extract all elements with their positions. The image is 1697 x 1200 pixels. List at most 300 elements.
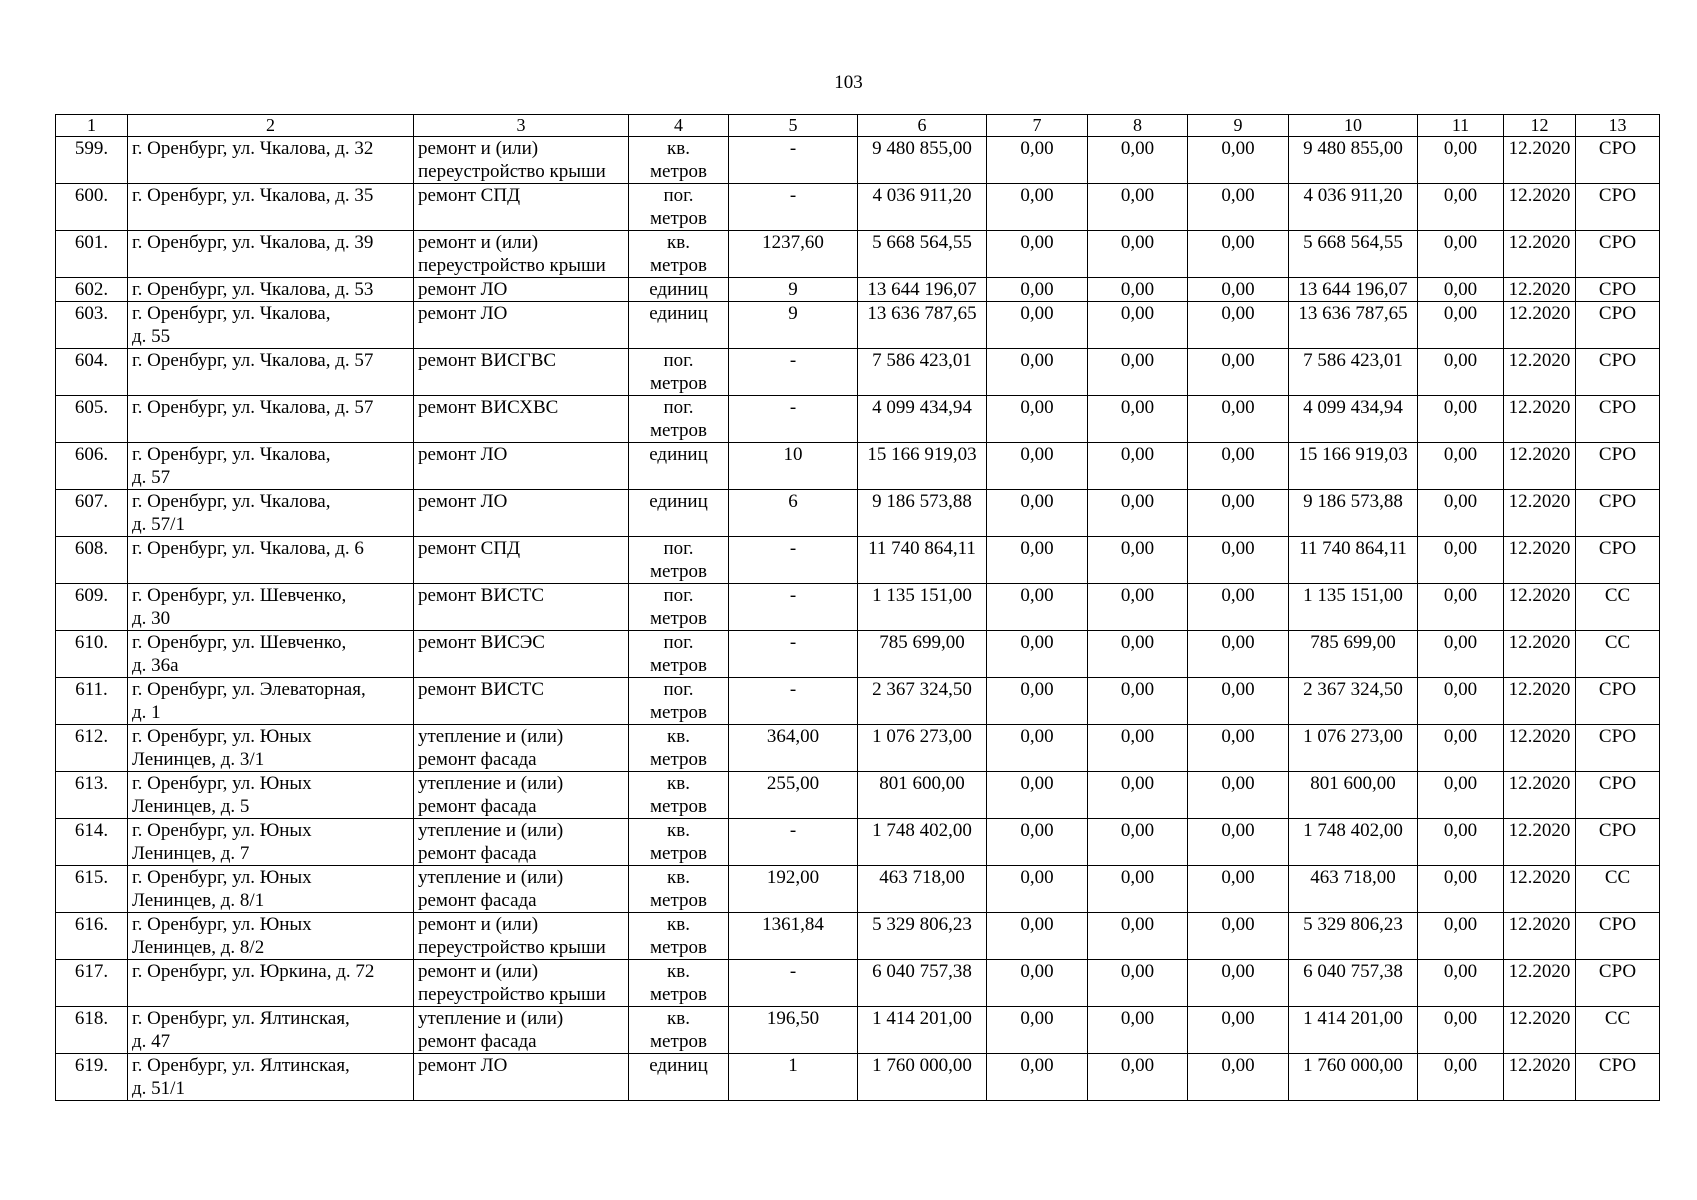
quantity-cell: 9 — [729, 278, 858, 302]
total-cost-cell: 463 718,00 — [858, 866, 987, 913]
address-line: г. Оренбург, ул. Чкалова, д. 57 — [132, 397, 374, 418]
value-cell-col10: 13 636 787,65 — [1289, 302, 1418, 349]
address-line: г. Оренбург, ул. Чкалова, д. 39 — [132, 232, 374, 253]
quantity-cell: - — [729, 537, 858, 584]
value-cell-col7: 0,00 — [987, 866, 1088, 913]
method-code-cell: СРО — [1576, 302, 1660, 349]
capital-repair-table — [55, 114, 1660, 1101]
work-type-cell — [414, 1054, 629, 1101]
table-row — [56, 913, 1660, 960]
row-number-cell: 605. — [56, 396, 128, 443]
unit-line: единиц — [649, 303, 708, 324]
address-line: г. Оренбург, ул. Чкалова, — [132, 303, 331, 324]
work-type-cell — [414, 349, 629, 396]
address-line: д. 30 — [132, 608, 171, 629]
total-cost-cell: 1 076 273,00 — [858, 725, 987, 772]
address-cell — [128, 913, 414, 960]
quantity-cell: - — [729, 584, 858, 631]
method-code-cell: СРО — [1576, 278, 1660, 302]
unit-cell — [629, 537, 729, 584]
value-cell-col10: 801 600,00 — [1289, 772, 1418, 819]
completion-date-cell: 12.2020 — [1504, 819, 1576, 866]
total-cost-cell: 6 040 757,38 — [858, 960, 987, 1007]
header-row — [56, 115, 1660, 137]
address-line: Ленинцев, д. 8/2 — [132, 937, 265, 958]
address-line: д. 36а — [132, 655, 179, 676]
total-cost-cell: 801 600,00 — [858, 772, 987, 819]
address-line: г. Оренбург, ул. Шевченко, — [132, 585, 347, 606]
work-type-cell — [414, 184, 629, 231]
value-cell-col9: 0,00 — [1188, 819, 1289, 866]
method-code-cell: СРО — [1576, 819, 1660, 866]
quantity-cell: - — [729, 678, 858, 725]
value-cell-col8: 0,00 — [1088, 1054, 1188, 1101]
method-code-cell: СРО — [1576, 443, 1660, 490]
address-cell — [128, 137, 414, 184]
work-type-line: ремонт ЛО — [418, 303, 508, 324]
table-row — [56, 819, 1660, 866]
address-line: г. Оренбург, ул. Юных — [132, 773, 312, 794]
value-cell-col8: 0,00 — [1088, 772, 1188, 819]
total-cost-cell: 11 740 864,11 — [858, 537, 987, 584]
table-row — [56, 678, 1660, 725]
value-cell-col9: 0,00 — [1188, 443, 1289, 490]
value-cell-col11: 0,00 — [1418, 1007, 1504, 1054]
completion-date-cell: 12.2020 — [1504, 537, 1576, 584]
address-line: д. 47 — [132, 1031, 171, 1052]
value-cell-col11: 0,00 — [1418, 960, 1504, 1007]
unit-line: пог. — [663, 585, 694, 606]
method-code-cell: СС — [1576, 584, 1660, 631]
unit-line: единиц — [649, 444, 708, 465]
value-cell-col9: 0,00 — [1188, 725, 1289, 772]
address-line: г. Оренбург, ул. Юркина, д. 72 — [132, 961, 375, 982]
work-type-line: переустройство крыши — [418, 937, 606, 958]
quantity-cell: 10 — [729, 443, 858, 490]
unit-cell — [629, 960, 729, 1007]
completion-date-cell: 12.2020 — [1504, 231, 1576, 278]
unit-line: метров — [650, 420, 707, 441]
work-type-line: ремонт и (или) — [418, 232, 539, 253]
column-header: 8 — [1088, 115, 1188, 137]
value-cell-col11: 0,00 — [1418, 584, 1504, 631]
row-number-cell: 609. — [56, 584, 128, 631]
address-line: Ленинцев, д. 3/1 — [132, 749, 265, 770]
work-type-cell — [414, 1007, 629, 1054]
work-type-cell — [414, 819, 629, 866]
unit-line: пог. — [663, 632, 694, 653]
row-number-cell: 614. — [56, 819, 128, 866]
unit-line: метров — [650, 984, 707, 1005]
address-cell — [128, 678, 414, 725]
work-type-line: ремонт ВИСГВС — [418, 350, 557, 371]
value-cell-col9: 0,00 — [1188, 772, 1289, 819]
address-cell — [128, 1007, 414, 1054]
work-type-cell — [414, 137, 629, 184]
row-number-cell: 604. — [56, 349, 128, 396]
value-cell-col11: 0,00 — [1418, 302, 1504, 349]
method-code-cell: СРО — [1576, 490, 1660, 537]
value-cell-col11: 0,00 — [1418, 1054, 1504, 1101]
value-cell-col7: 0,00 — [987, 1054, 1088, 1101]
value-cell-col11: 0,00 — [1418, 772, 1504, 819]
completion-date-cell: 12.2020 — [1504, 584, 1576, 631]
value-cell-col8: 0,00 — [1088, 490, 1188, 537]
address-cell — [128, 725, 414, 772]
unit-line: метров — [650, 702, 707, 723]
method-code-cell: СРО — [1576, 349, 1660, 396]
column-header: 7 — [987, 115, 1088, 137]
table-row — [56, 772, 1660, 819]
completion-date-cell: 12.2020 — [1504, 184, 1576, 231]
value-cell-col8: 0,00 — [1088, 913, 1188, 960]
unit-cell — [629, 231, 729, 278]
total-cost-cell: 7 586 423,01 — [858, 349, 987, 396]
completion-date-cell: 12.2020 — [1504, 866, 1576, 913]
value-cell-col11: 0,00 — [1418, 819, 1504, 866]
unit-cell — [629, 772, 729, 819]
method-code-cell: СРО — [1576, 184, 1660, 231]
row-number-cell: 619. — [56, 1054, 128, 1101]
value-cell-col9: 0,00 — [1188, 1007, 1289, 1054]
quantity-cell: 6 — [729, 490, 858, 537]
value-cell-col10: 1 760 000,00 — [1289, 1054, 1418, 1101]
value-cell-col10: 1 414 201,00 — [1289, 1007, 1418, 1054]
work-type-cell — [414, 913, 629, 960]
value-cell-col7: 0,00 — [987, 1007, 1088, 1054]
work-type-line: ремонт фасада — [418, 890, 537, 911]
page-number: 103 — [834, 72, 863, 93]
table-row — [56, 490, 1660, 537]
value-cell-col9: 0,00 — [1188, 631, 1289, 678]
value-cell-col8: 0,00 — [1088, 1007, 1188, 1054]
unit-cell — [629, 443, 729, 490]
total-cost-cell: 13 644 196,07 — [858, 278, 987, 302]
value-cell-col9: 0,00 — [1188, 231, 1289, 278]
address-cell — [128, 584, 414, 631]
row-number-cell: 608. — [56, 537, 128, 584]
unit-line: единиц — [649, 491, 708, 512]
quantity-cell: - — [729, 184, 858, 231]
work-type-line: ремонт ВИСТС — [418, 585, 545, 606]
method-code-cell: СС — [1576, 1007, 1660, 1054]
unit-cell — [629, 584, 729, 631]
table-row — [56, 584, 1660, 631]
unit-line: кв. — [667, 961, 690, 982]
address-cell — [128, 302, 414, 349]
value-cell-col7: 0,00 — [987, 631, 1088, 678]
quantity-cell: 196,50 — [729, 1007, 858, 1054]
work-type-cell — [414, 866, 629, 913]
value-cell-col8: 0,00 — [1088, 584, 1188, 631]
value-cell-col10: 1 748 402,00 — [1289, 819, 1418, 866]
work-type-line: переустройство крыши — [418, 161, 606, 182]
column-header: 6 — [858, 115, 987, 137]
work-type-cell — [414, 631, 629, 678]
table-row — [56, 537, 1660, 584]
value-cell-col7: 0,00 — [987, 349, 1088, 396]
work-type-line: ремонт и (или) — [418, 961, 539, 982]
work-type-cell — [414, 278, 629, 302]
work-type-cell — [414, 584, 629, 631]
completion-date-cell: 12.2020 — [1504, 490, 1576, 537]
value-cell-col10: 15 166 919,03 — [1289, 443, 1418, 490]
completion-date-cell: 12.2020 — [1504, 631, 1576, 678]
value-cell-col10: 11 740 864,11 — [1289, 537, 1418, 584]
unit-cell — [629, 1007, 729, 1054]
address-line: г. Оренбург, ул. Юных — [132, 820, 312, 841]
quantity-cell: - — [729, 960, 858, 1007]
method-code-cell: СС — [1576, 631, 1660, 678]
unit-line: кв. — [667, 232, 690, 253]
column-header: 12 — [1504, 115, 1576, 137]
total-cost-cell: 1 748 402,00 — [858, 819, 987, 866]
table-row — [56, 443, 1660, 490]
work-type-line: утепление и (или) — [418, 726, 564, 747]
unit-cell — [629, 396, 729, 443]
unit-cell — [629, 678, 729, 725]
address-line: Ленинцев, д. 8/1 — [132, 890, 265, 911]
unit-line: метров — [650, 608, 707, 629]
value-cell-col11: 0,00 — [1418, 913, 1504, 960]
total-cost-cell: 13 636 787,65 — [858, 302, 987, 349]
address-line: д. 55 — [132, 326, 171, 347]
method-code-cell: СРО — [1576, 1054, 1660, 1101]
address-cell — [128, 231, 414, 278]
total-cost-cell: 15 166 919,03 — [858, 443, 987, 490]
work-type-line: утепление и (или) — [418, 820, 564, 841]
value-cell-col7: 0,00 — [987, 231, 1088, 278]
unit-cell — [629, 349, 729, 396]
address-cell — [128, 631, 414, 678]
work-type-cell — [414, 678, 629, 725]
table-row — [56, 396, 1660, 443]
work-type-line: ремонт фасада — [418, 749, 537, 770]
method-code-cell: СРО — [1576, 231, 1660, 278]
completion-date-cell: 12.2020 — [1504, 772, 1576, 819]
row-number-cell: 611. — [56, 678, 128, 725]
work-type-line: ремонт ЛО — [418, 491, 508, 512]
completion-date-cell: 12.2020 — [1504, 725, 1576, 772]
work-type-cell — [414, 231, 629, 278]
unit-line: пог. — [663, 679, 694, 700]
unit-line: кв. — [667, 820, 690, 841]
address-line: г. Оренбург, ул. Ялтинская, — [132, 1055, 350, 1076]
unit-line: кв. — [667, 1008, 690, 1029]
column-header: 5 — [729, 115, 858, 137]
unit-line: метров — [650, 890, 707, 911]
value-cell-col10: 5 668 564,55 — [1289, 231, 1418, 278]
total-cost-cell: 5 668 564,55 — [858, 231, 987, 278]
work-type-line: ремонт и (или) — [418, 914, 539, 935]
value-cell-col8: 0,00 — [1088, 184, 1188, 231]
table-row — [56, 231, 1660, 278]
column-header: 9 — [1188, 115, 1289, 137]
work-type-line: утепление и (или) — [418, 1008, 564, 1029]
address-cell — [128, 1054, 414, 1101]
unit-line: пог. — [663, 538, 694, 559]
row-number-cell: 601. — [56, 231, 128, 278]
work-type-line: ремонт фасада — [418, 796, 537, 817]
row-number-cell: 618. — [56, 1007, 128, 1054]
work-type-line: ремонт фасада — [418, 1031, 537, 1052]
value-cell-col9: 0,00 — [1188, 913, 1289, 960]
total-cost-cell: 785 699,00 — [858, 631, 987, 678]
unit-line: кв. — [667, 138, 690, 159]
address-cell — [128, 278, 414, 302]
value-cell-col8: 0,00 — [1088, 443, 1188, 490]
address-line: г. Оренбург, ул. Ялтинская, — [132, 1008, 350, 1029]
unit-cell — [629, 819, 729, 866]
address-line: д. 57/1 — [132, 514, 185, 535]
value-cell-col7: 0,00 — [987, 137, 1088, 184]
quantity-cell: 1361,84 — [729, 913, 858, 960]
address-line: г. Оренбург, ул. Шевченко, — [132, 632, 347, 653]
value-cell-col10: 4 036 911,20 — [1289, 184, 1418, 231]
address-cell — [128, 537, 414, 584]
table-row — [56, 631, 1660, 678]
method-code-cell: СС — [1576, 866, 1660, 913]
address-line: д. 1 — [132, 702, 161, 723]
column-header: 1 — [56, 115, 128, 137]
work-type-line: утепление и (или) — [418, 773, 564, 794]
method-code-cell: СРО — [1576, 537, 1660, 584]
unit-cell — [629, 866, 729, 913]
unit-line: метров — [650, 561, 707, 582]
unit-cell — [629, 1054, 729, 1101]
value-cell-col9: 0,00 — [1188, 678, 1289, 725]
value-cell-col10: 13 644 196,07 — [1289, 278, 1418, 302]
quantity-cell: - — [729, 137, 858, 184]
completion-date-cell: 12.2020 — [1504, 960, 1576, 1007]
value-cell-col10: 4 099 434,94 — [1289, 396, 1418, 443]
address-line: г. Оренбург, ул. Чкалова, — [132, 491, 331, 512]
table-row — [56, 1054, 1660, 1101]
completion-date-cell: 12.2020 — [1504, 278, 1576, 302]
address-line: г. Оренбург, ул. Чкалова, д. 6 — [132, 538, 364, 559]
table-row — [56, 960, 1660, 1007]
address-cell — [128, 490, 414, 537]
value-cell-col8: 0,00 — [1088, 278, 1188, 302]
value-cell-col11: 0,00 — [1418, 866, 1504, 913]
address-line: г. Оренбург, ул. Юных — [132, 914, 312, 935]
value-cell-col8: 0,00 — [1088, 231, 1188, 278]
completion-date-cell: 12.2020 — [1504, 137, 1576, 184]
address-cell — [128, 396, 414, 443]
unit-line: метров — [650, 749, 707, 770]
work-type-cell — [414, 302, 629, 349]
value-cell-col11: 0,00 — [1418, 278, 1504, 302]
completion-date-cell: 12.2020 — [1504, 302, 1576, 349]
table-body — [56, 137, 1660, 1101]
row-number-cell: 603. — [56, 302, 128, 349]
value-cell-col8: 0,00 — [1088, 349, 1188, 396]
method-code-cell: СРО — [1576, 913, 1660, 960]
address-line: Ленинцев, д. 7 — [132, 843, 250, 864]
value-cell-col11: 0,00 — [1418, 490, 1504, 537]
value-cell-col8: 0,00 — [1088, 537, 1188, 584]
quantity-cell: - — [729, 396, 858, 443]
table-row — [56, 137, 1660, 184]
work-type-line: ремонт ЛО — [418, 1055, 508, 1076]
work-type-line: переустройство крыши — [418, 984, 606, 1005]
address-line: г. Оренбург, ул. Юных — [132, 867, 312, 888]
unit-cell — [629, 725, 729, 772]
address-cell — [128, 349, 414, 396]
total-cost-cell: 2 367 324,50 — [858, 678, 987, 725]
value-cell-col9: 0,00 — [1188, 490, 1289, 537]
table-row — [56, 725, 1660, 772]
value-cell-col11: 0,00 — [1418, 725, 1504, 772]
value-cell-col10: 1 135 151,00 — [1289, 584, 1418, 631]
value-cell-col9: 0,00 — [1188, 537, 1289, 584]
unit-cell — [629, 184, 729, 231]
address-line: г. Оренбург, ул. Чкалова, д. 53 — [132, 279, 374, 300]
table-row — [56, 302, 1660, 349]
work-type-cell — [414, 396, 629, 443]
total-cost-cell: 4 099 434,94 — [858, 396, 987, 443]
value-cell-col9: 0,00 — [1188, 396, 1289, 443]
quantity-cell: - — [729, 349, 858, 396]
quantity-cell: 255,00 — [729, 772, 858, 819]
value-cell-col8: 0,00 — [1088, 631, 1188, 678]
value-cell-col11: 0,00 — [1418, 631, 1504, 678]
completion-date-cell: 12.2020 — [1504, 1007, 1576, 1054]
address-cell — [128, 960, 414, 1007]
address-line: г. Оренбург, ул. Чкалова, — [132, 444, 331, 465]
address-line: г. Оренбург, ул. Чкалова, д. 32 — [132, 138, 374, 159]
unit-line: пог. — [663, 185, 694, 206]
method-code-cell: СРО — [1576, 960, 1660, 1007]
value-cell-col11: 0,00 — [1418, 231, 1504, 278]
row-number-cell: 607. — [56, 490, 128, 537]
work-type-cell — [414, 490, 629, 537]
value-cell-col8: 0,00 — [1088, 678, 1188, 725]
value-cell-col8: 0,00 — [1088, 302, 1188, 349]
unit-line: метров — [650, 655, 707, 676]
method-code-cell: СРО — [1576, 678, 1660, 725]
unit-line: метров — [650, 208, 707, 229]
value-cell-col8: 0,00 — [1088, 866, 1188, 913]
unit-line: кв. — [667, 773, 690, 794]
row-number-cell: 616. — [56, 913, 128, 960]
address-line: Ленинцев, д. 5 — [132, 796, 250, 817]
address-cell — [128, 443, 414, 490]
row-number-cell: 617. — [56, 960, 128, 1007]
completion-date-cell: 12.2020 — [1504, 1054, 1576, 1101]
total-cost-cell: 9 186 573,88 — [858, 490, 987, 537]
table-row — [56, 349, 1660, 396]
value-cell-col10: 463 718,00 — [1289, 866, 1418, 913]
value-cell-col10: 9 186 573,88 — [1289, 490, 1418, 537]
column-header: 10 — [1289, 115, 1418, 137]
value-cell-col10: 7 586 423,01 — [1289, 349, 1418, 396]
unit-cell — [629, 490, 729, 537]
row-number-cell: 615. — [56, 866, 128, 913]
value-cell-col10: 785 699,00 — [1289, 631, 1418, 678]
value-cell-col9: 0,00 — [1188, 960, 1289, 1007]
value-cell-col11: 0,00 — [1418, 349, 1504, 396]
value-cell-col7: 0,00 — [987, 490, 1088, 537]
value-cell-col11: 0,00 — [1418, 537, 1504, 584]
unit-line: пог. — [663, 397, 694, 418]
unit-cell — [629, 302, 729, 349]
value-cell-col9: 0,00 — [1188, 584, 1289, 631]
unit-line: метров — [650, 843, 707, 864]
method-code-cell: СРО — [1576, 725, 1660, 772]
value-cell-col10: 6 040 757,38 — [1289, 960, 1418, 1007]
work-type-cell — [414, 960, 629, 1007]
